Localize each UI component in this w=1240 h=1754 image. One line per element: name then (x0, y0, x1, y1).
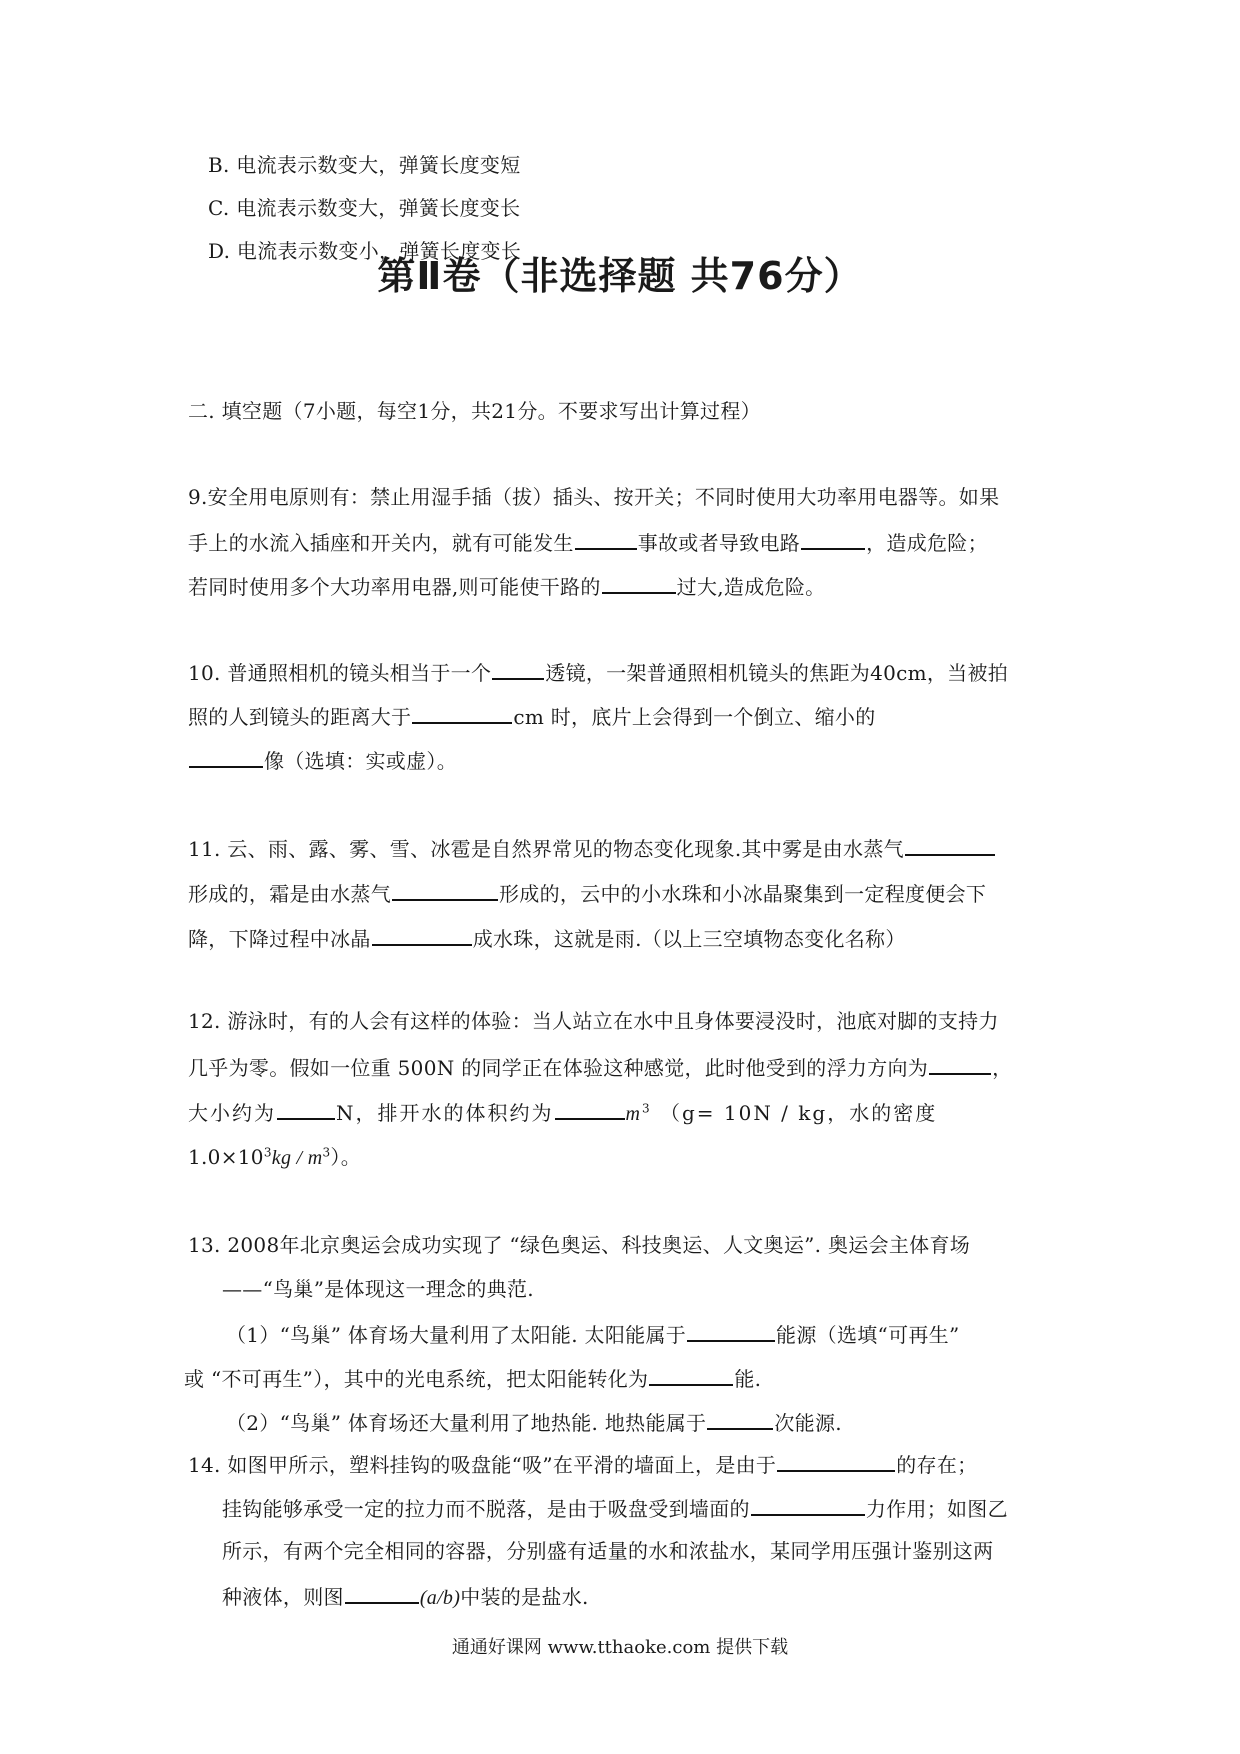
q9-text-3a: 若同时使用多个大功率用电器,则可能使干路的 (188, 575, 601, 599)
q9-blank-1[interactable] (575, 528, 637, 550)
q9-blank-3[interactable] (602, 572, 676, 594)
q11-line1 (188, 834, 996, 862)
q10-line1 (188, 658, 1008, 686)
q10-line3 (188, 746, 457, 774)
q9-line3 (188, 572, 825, 600)
q11-text-1: 11. 云、雨、露、雾、雪、冰雹是自然界常见的物态变化现象.其中雾是由水蒸气 (188, 837, 904, 861)
q12-line1: 12. 游泳时，有的人会有这样的体验：当人站立在水中且身体要浸没时，池底对脚的支持力 (188, 1009, 999, 1033)
q13-blank-1[interactable] (687, 1320, 775, 1342)
q11-blank-2[interactable] (392, 879, 498, 901)
q9-text-2b: 事故或者导致电路 (637, 531, 801, 555)
q13-text-3b: 能源（选填“可再生” (776, 1323, 960, 1347)
q12-blank-2[interactable] (277, 1098, 335, 1120)
q14-blank-3[interactable] (345, 1582, 419, 1604)
q13-text-5b: 次能源. (774, 1411, 842, 1435)
q12-blank-3[interactable] (555, 1098, 625, 1120)
q12-text-4c: ）。 (330, 1145, 361, 1169)
page-footer: 通通好课网 www.tthaoke.com 提供下载 (451, 1637, 789, 1658)
q10-text-2a: 照的人到镜头的距离大于 (188, 705, 412, 729)
q13-blank-3[interactable] (707, 1408, 773, 1430)
q12-unit-m: m (625, 1103, 642, 1125)
q13-line3 (226, 1320, 960, 1348)
q12-text-2a: 几乎为零。假如一位重 500N 的同学正在体验这种感觉，此时他受到的浮力方向为 (188, 1056, 929, 1080)
q12-exp-2: 3 (263, 1145, 272, 1160)
section-title: 第Ⅱ卷（非选择题 共76分） (377, 254, 863, 298)
q12-text-3a: 大小约为 (188, 1101, 276, 1125)
q9-text-2a: 手上的水流入插座和开关内，就有可能发生 (188, 531, 574, 555)
q12-line3 (188, 1098, 937, 1127)
q12-blank-1[interactable] (929, 1053, 991, 1075)
q13-text-3a: （1）“鸟巢” 体育场大量利用了太阳能. 太阳能属于 (226, 1323, 687, 1347)
q12-exp-3: 3 (322, 1145, 331, 1160)
q11-blank-3[interactable] (372, 924, 472, 946)
q11-blank-1[interactable] (905, 834, 995, 856)
q14-text-1a: 14. 如图甲所示，塑料挂钩的吸盘能“吸”在平滑的墙面上，是由于 (188, 1453, 777, 1477)
q14-text-2b: 力作用；如图乙 (865, 1497, 1008, 1521)
q14-text-1b: 的存在； (896, 1453, 978, 1477)
q10-text-1b: 透镜，一架普通照相机镜头的焦距为40cm，当被拍 (545, 661, 1009, 685)
q14-text-2a: 挂钩能够承受一定的拉力而不脱落，是由于吸盘受到墙面的 (222, 1497, 750, 1521)
q12-text-2b: ， (992, 1056, 1013, 1080)
q14-line3: 所示，有两个完全相同的容器，分别盛有适量的水和浓盐水，某同学用压强计鉴别这两 (222, 1539, 994, 1563)
q13-text-5a: （2）“鸟巢” 体育场还大量利用了地热能. 地热能属于 (226, 1411, 707, 1435)
q10-blank-3[interactable] (189, 746, 263, 768)
q11-text-3a: 降，下降过程中冰晶 (188, 927, 371, 951)
q14-line4 (222, 1582, 589, 1611)
q12-exp-1: 3 (641, 1101, 652, 1116)
q9-line1: 9.安全用电原则有：禁止用湿手插（拔）插头、按开关；不同时使用大功率用电器等。如果 (188, 485, 1000, 509)
q12-text-3d: （g= 10N / kg，水的密度 (659, 1101, 938, 1125)
section2-header: 二. 填空题（7小题，每空1分，共21分。不要求写出计算过程） (188, 399, 761, 423)
q10-blank-1[interactable] (492, 658, 544, 680)
q14-text-4c: 中装的是盐水. (460, 1585, 589, 1609)
option-c: C. 电流表示数变大，弹簧长度变长 (208, 196, 521, 220)
q12-unit-density: kg / m (271, 1147, 323, 1169)
q13-line5 (226, 1408, 842, 1436)
q13-text-4b: 能. (734, 1367, 762, 1391)
q10-blank-2[interactable] (412, 702, 512, 724)
q12-line2 (188, 1053, 1012, 1081)
q14-blank-1[interactable] (777, 1450, 895, 1472)
q11-line2 (188, 879, 986, 907)
q10-text-2b: cm 时，底片上会得到一个倒立、缩小的 (513, 705, 876, 729)
q13-line2: ——“鸟巢”是体现这一理念的典范. (222, 1277, 534, 1301)
q12-text-4a: 1.0×10 (188, 1145, 264, 1169)
q13-line1: 13. 2008年北京奥运会成功实现了 “绿色奥运、科技奥运、人文奥运”. 奥运会主体育场 (188, 1233, 971, 1257)
q14-line1 (188, 1450, 977, 1478)
q9-text-2c: ，造成危险； (866, 531, 988, 555)
q12-text-3b: N，排开水的体积约为 (336, 1101, 554, 1125)
option-b: B. 电流表示数变大，弹簧长度变短 (208, 153, 521, 177)
q11-line3 (188, 924, 906, 952)
q12-line4 (188, 1144, 361, 1171)
q9-line2 (188, 528, 988, 556)
q14-text-4a: 种液体，则图 (222, 1585, 344, 1609)
q10-text-1a: 10. 普通照相机的镜头相当于一个 (188, 661, 492, 685)
q10-line2 (188, 702, 876, 730)
q13-line4 (184, 1364, 761, 1392)
q11-text-3b: 成水珠，这就是雨.（以上三空填物态变化名称） (472, 927, 906, 951)
q14-choice-ab: (a/b) (419, 1587, 461, 1609)
option-d: D. 电流表示数变小，弹簧长度变长 (208, 239, 522, 263)
q14-blank-2[interactable] (751, 1494, 865, 1516)
q14-line2 (222, 1494, 1008, 1522)
q11-text-2a: 形成的，霜是由水蒸气 (188, 882, 391, 906)
q10-text-3: 像（选填：实或虚）。 (264, 749, 457, 773)
q13-text-4a: 或 “不可再生”），其中的光电系统，把太阳能转化为 (184, 1367, 649, 1391)
q11-text-2b: 形成的，云中的小水珠和小冰晶聚集到一定程度便会下 (499, 882, 987, 906)
q9-blank-2[interactable] (801, 528, 865, 550)
q13-blank-2[interactable] (649, 1364, 733, 1386)
q9-text-3b: 过大,造成危险。 (676, 575, 826, 599)
